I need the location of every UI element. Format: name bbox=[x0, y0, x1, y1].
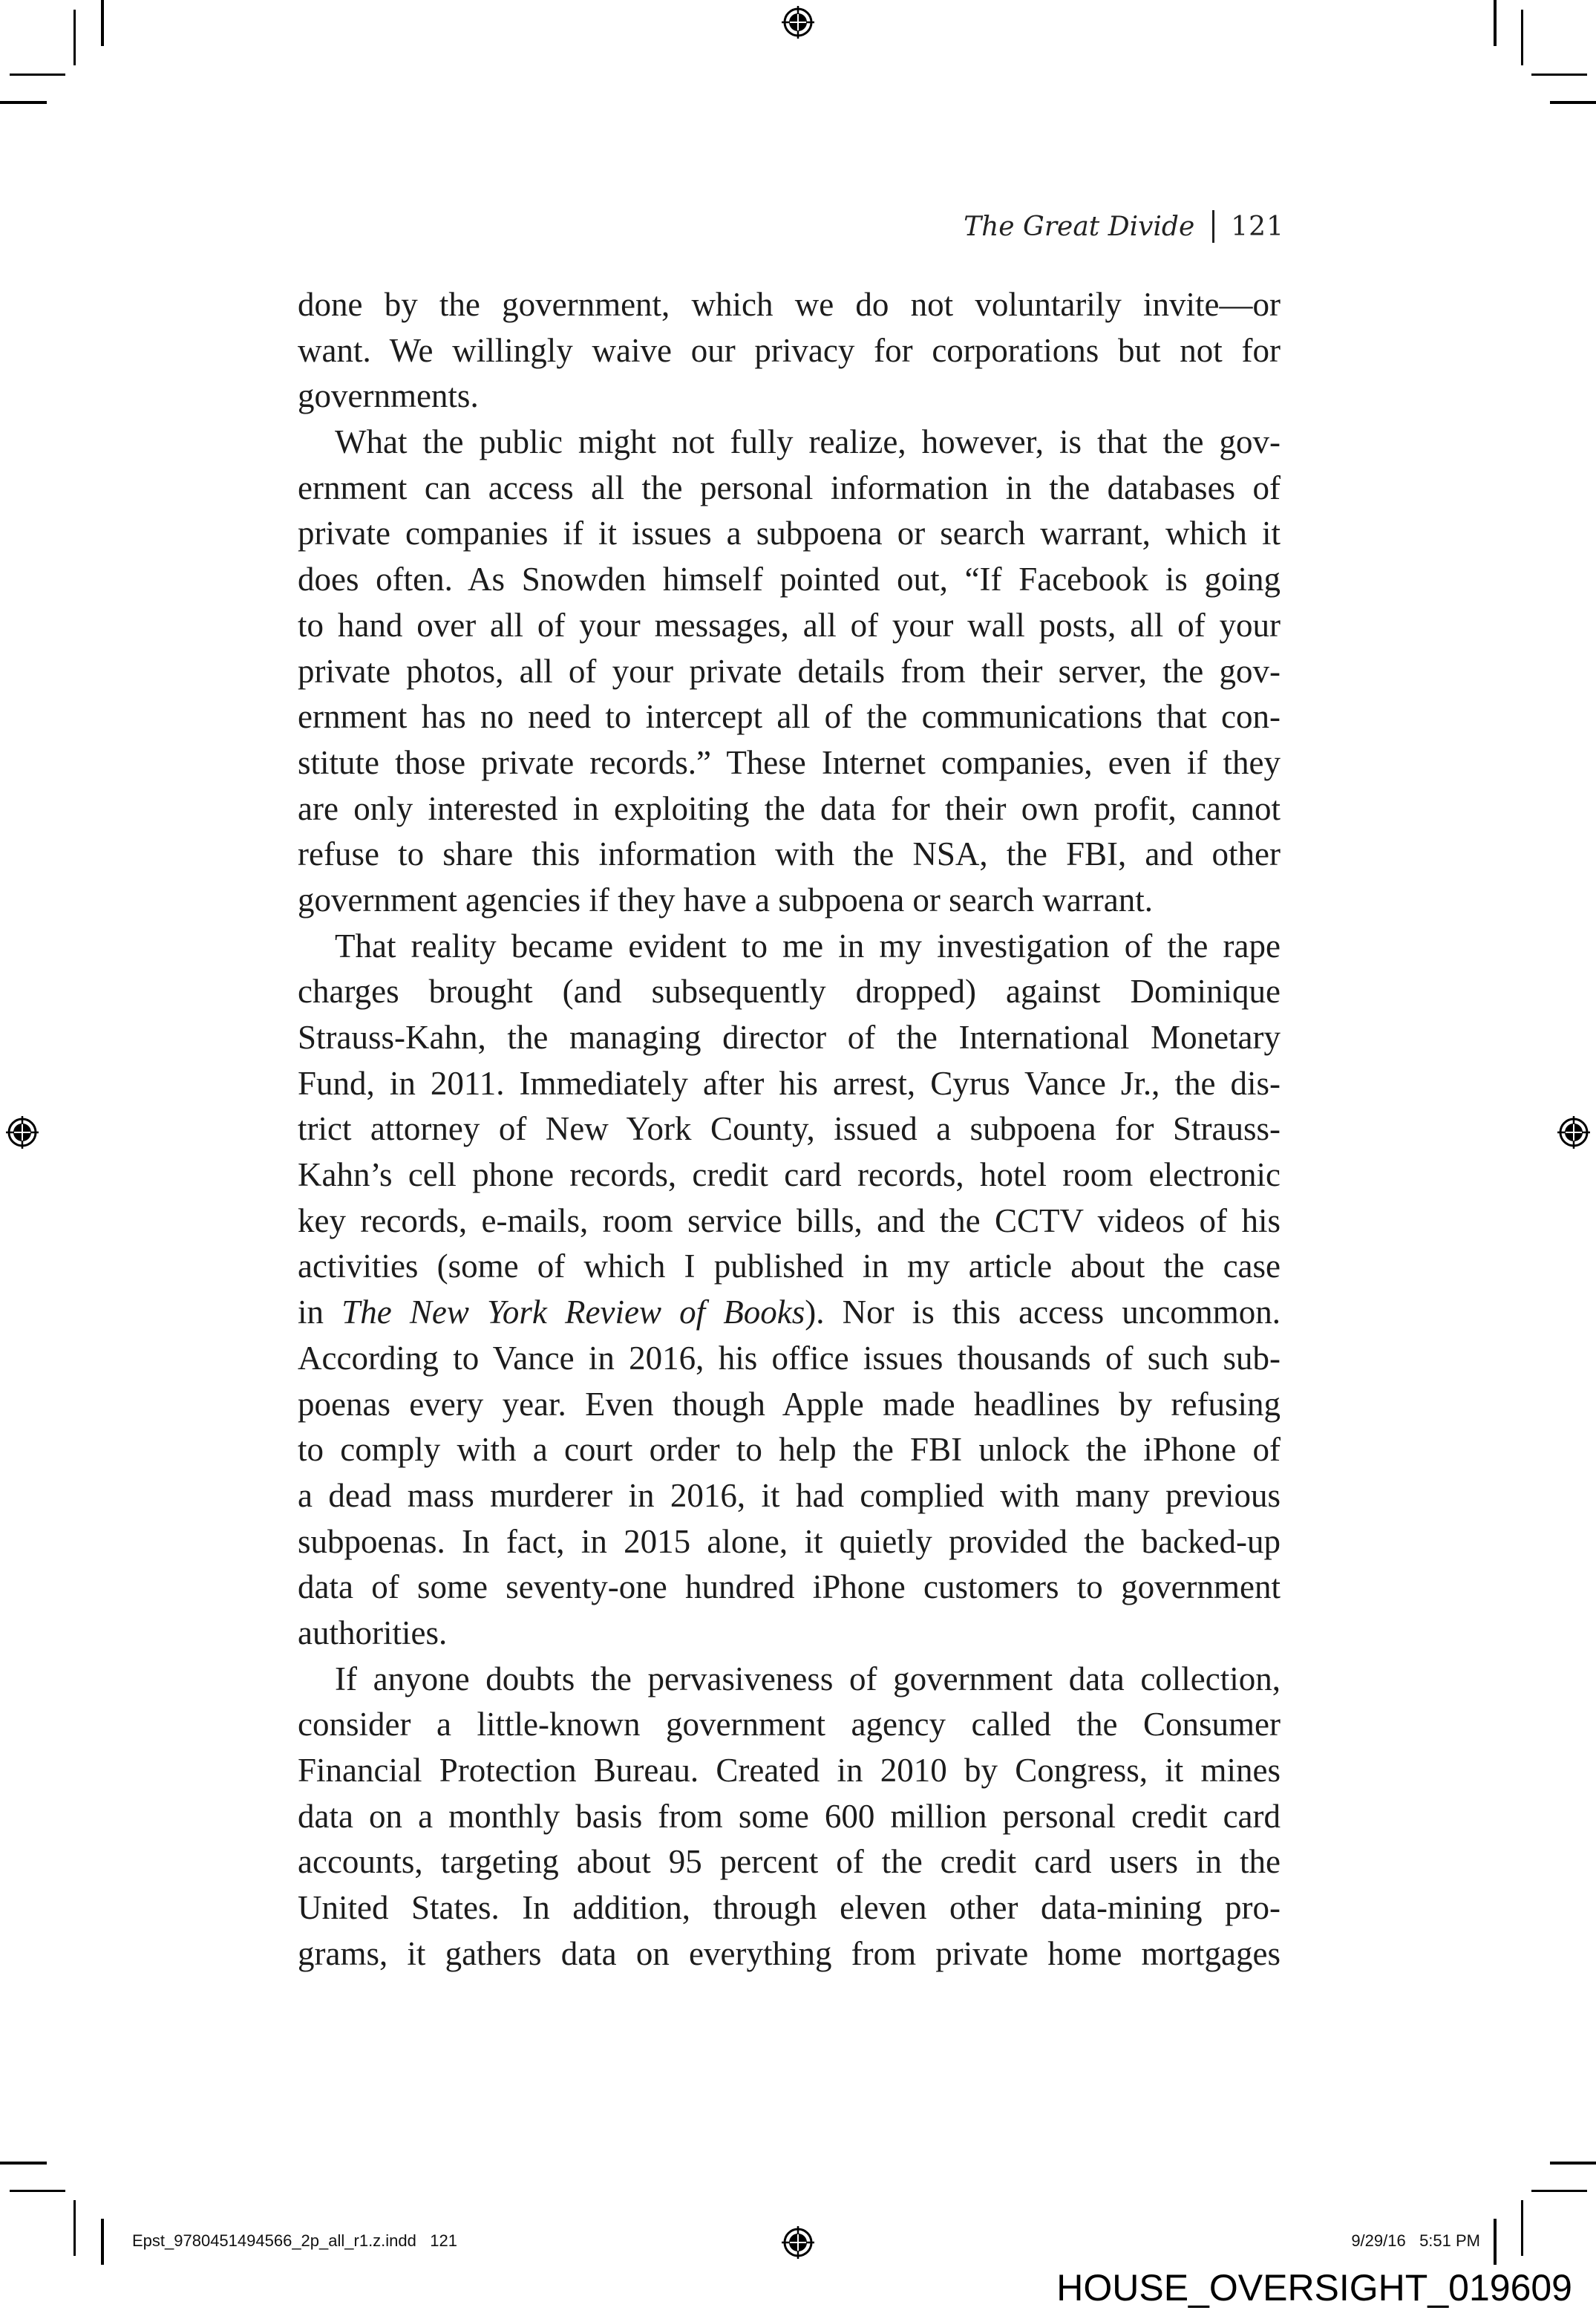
registration-target-icon bbox=[6, 1116, 39, 1149]
text-segment: Kahn’s cell phone records, credit card records, hotel room electronic bbox=[298, 1156, 1281, 1194]
text-segment: to hand over all of your messages, all of your wall posts, all of your bbox=[298, 606, 1281, 644]
bates-number: HOUSE_OVERSIGHT_019609 bbox=[1056, 2267, 1572, 2309]
text-line bbox=[298, 1885, 1281, 1931]
text-segment: United States. In addition, through eleven other data-mining pro- bbox=[298, 1889, 1281, 1927]
text-line bbox=[298, 374, 1281, 420]
text-line bbox=[298, 1931, 1281, 1977]
crop-mark-top-right-v2 bbox=[1521, 10, 1523, 65]
text-line bbox=[298, 282, 1281, 328]
text-line bbox=[298, 1061, 1281, 1107]
text-line bbox=[298, 1839, 1281, 1885]
text-segment: done by the government, which we do not voluntarily invite—or bbox=[298, 286, 1281, 323]
text-line bbox=[298, 511, 1281, 557]
running-head-divider bbox=[1212, 210, 1214, 243]
text-segment: What the public might not fully realize, however, is that the gov- bbox=[335, 423, 1281, 461]
text-segment: refuse to share this information with the NSA, the FBI, and other bbox=[298, 835, 1281, 873]
page-number: 121 bbox=[1231, 211, 1284, 242]
text-line bbox=[298, 1244, 1281, 1290]
running-head-title: The Great Divide bbox=[964, 211, 1195, 242]
text-segment: data on a monthly basis from some 600 million personal credit card bbox=[298, 1797, 1281, 1835]
text-segment: Strauss-Kahn, the managing director of the International Monetary bbox=[298, 1019, 1281, 1056]
text-line bbox=[298, 786, 1281, 832]
text-line bbox=[298, 1015, 1281, 1061]
registration-target-icon bbox=[1557, 1116, 1590, 1149]
text-line bbox=[298, 1657, 1281, 1703]
text-line bbox=[298, 1702, 1281, 1748]
text-segment: are only interested in exploiting the data for their own profit, cannot bbox=[298, 789, 1281, 827]
crop-mark-bottom-right-v1 bbox=[1494, 2219, 1497, 2265]
text-segment: That reality became evident to me in my investigation of the rape bbox=[335, 927, 1281, 965]
slug-time: 5:51 PM bbox=[1419, 2231, 1480, 2250]
text-line bbox=[298, 466, 1281, 512]
paragraph bbox=[298, 924, 1281, 1657]
text-line bbox=[298, 924, 1281, 970]
text-segment: in bbox=[298, 1294, 342, 1331]
slug-date: 9/29/16 bbox=[1351, 2231, 1406, 2250]
slug-file-name: Epst_9780451494566_2p_all_r1.z.indd bbox=[132, 2231, 416, 2250]
text-segment: private photos, all of your private details from their server, the gov- bbox=[298, 652, 1281, 690]
text-line bbox=[298, 1748, 1281, 1794]
text-segment: subpoenas. In fact, in 2015 alone, it quietly provided the backed-up bbox=[298, 1522, 1281, 1560]
text-segment: ernment has no need to intercept all of the communications that con- bbox=[298, 698, 1281, 736]
crop-mark-bottom-right-h2 bbox=[1531, 2190, 1587, 2192]
crop-mark-bottom-left-h1 bbox=[0, 2162, 47, 2165]
text-segment: poenas every year. Even though Apple made headlines by refusing bbox=[298, 1385, 1281, 1423]
text-line bbox=[298, 1611, 1281, 1657]
text-line bbox=[298, 557, 1281, 603]
crop-mark-bottom-right-h1 bbox=[1550, 2162, 1596, 2165]
crop-mark-top-right-v1 bbox=[1494, 0, 1497, 46]
crop-mark-top-left-h1 bbox=[10, 74, 65, 76]
slug-timestamp bbox=[1351, 2231, 1480, 2251]
crop-mark-top-left-v1 bbox=[73, 10, 76, 65]
text-segment: ). Nor is this access uncommon. bbox=[805, 1294, 1281, 1331]
crop-mark-top-right-h2 bbox=[1550, 101, 1596, 104]
text-line bbox=[298, 1794, 1281, 1840]
body-text bbox=[298, 282, 1281, 1977]
paragraph bbox=[298, 282, 1281, 420]
text-line bbox=[298, 1382, 1281, 1428]
text-line bbox=[298, 1473, 1281, 1519]
crop-mark-bottom-left-v2 bbox=[101, 2219, 104, 2265]
text-line bbox=[298, 328, 1281, 374]
text-segment: private companies if it issues a subpoena or search warrant, which it bbox=[298, 515, 1281, 552]
text-segment: accounts, targeting about 95 percent of the credit card users in the bbox=[298, 1843, 1281, 1881]
text-line bbox=[298, 1198, 1281, 1245]
text-line bbox=[298, 1152, 1281, 1198]
registration-target-icon bbox=[782, 2226, 814, 2259]
paragraph bbox=[298, 1657, 1281, 1977]
text-segment: activities (some of which I published in my article about the case bbox=[298, 1247, 1281, 1285]
text-segment: Fund, in 2011. Immediately after his arrest, Cyrus Vance Jr., the dis- bbox=[298, 1064, 1281, 1102]
text-segment: key records, e-mails, room service bills, and the CCTV videos of his bbox=[298, 1201, 1281, 1239]
registration-target-icon bbox=[782, 6, 814, 39]
text-line bbox=[298, 740, 1281, 786]
text-line bbox=[298, 603, 1281, 649]
text-line bbox=[298, 649, 1281, 695]
text-line bbox=[298, 1519, 1281, 1565]
text-line bbox=[298, 1336, 1281, 1382]
text-segment: to comply with a court order to help the FBI unlock the iPhone of bbox=[298, 1431, 1281, 1469]
text-line bbox=[298, 832, 1281, 878]
crop-mark-top-right-h1 bbox=[1531, 74, 1587, 76]
text-line bbox=[298, 1427, 1281, 1473]
slug-file-info bbox=[132, 2231, 457, 2251]
text-line bbox=[298, 1290, 1281, 1336]
running-head bbox=[964, 210, 1284, 243]
text-segment: data of some seventy-one hundred iPhone customers to government bbox=[298, 1568, 1281, 1606]
crop-mark-top-left-v2 bbox=[101, 0, 104, 46]
crop-mark-bottom-left-h2 bbox=[10, 2190, 65, 2192]
text-line bbox=[298, 969, 1281, 1015]
text-segment: want. We willingly waive our privacy for corporations but not for bbox=[298, 331, 1281, 369]
text-segment: a dead mass murderer in 2016, it had complied with many previous bbox=[298, 1476, 1281, 1514]
italic-title: The New York Review of Books bbox=[341, 1294, 805, 1331]
text-segment: consider a little-known government agency called the Consumer bbox=[298, 1706, 1281, 1743]
crop-mark-top-left-h2 bbox=[0, 101, 47, 104]
text-segment: grams, it gathers data on everything from private home mortgages bbox=[298, 1934, 1281, 1972]
text-line bbox=[298, 1565, 1281, 1611]
crop-mark-bottom-left-v1 bbox=[73, 2200, 76, 2256]
text-segment: trict attorney of New York County, issued a subpoena for Strauss- bbox=[298, 1110, 1281, 1148]
text-segment: If anyone doubts the pervasiveness of government data collection, bbox=[335, 1660, 1281, 1697]
text-line bbox=[298, 420, 1281, 466]
slug-file-page: 121 bbox=[430, 2231, 457, 2250]
text-segment: does often. As Snowden himself pointed out, “If Facebook is going bbox=[298, 561, 1281, 598]
text-segment: According to Vance in 2016, his office issues thousands of such sub- bbox=[298, 1339, 1281, 1377]
text-segment: stitute those private records.” These Internet companies, even if they bbox=[298, 743, 1281, 781]
text-segment: charges brought (and subsequently dropped) against Dominique bbox=[298, 973, 1281, 1011]
crop-mark-bottom-right-v2 bbox=[1521, 2200, 1523, 2256]
text-line bbox=[298, 1106, 1281, 1152]
text-segment: governments. bbox=[298, 377, 479, 415]
text-segment: authorities. bbox=[298, 1614, 448, 1651]
paragraph bbox=[298, 420, 1281, 924]
text-line bbox=[298, 694, 1281, 740]
text-segment: ernment can access all the personal information in the databases of bbox=[298, 469, 1281, 506]
text-segment: Financial Protection Bureau. Created in 2010 by Congress, it mines bbox=[298, 1752, 1281, 1789]
text-segment: government agencies if they have a subpoena or search warrant. bbox=[298, 881, 1154, 919]
text-line bbox=[298, 878, 1281, 924]
